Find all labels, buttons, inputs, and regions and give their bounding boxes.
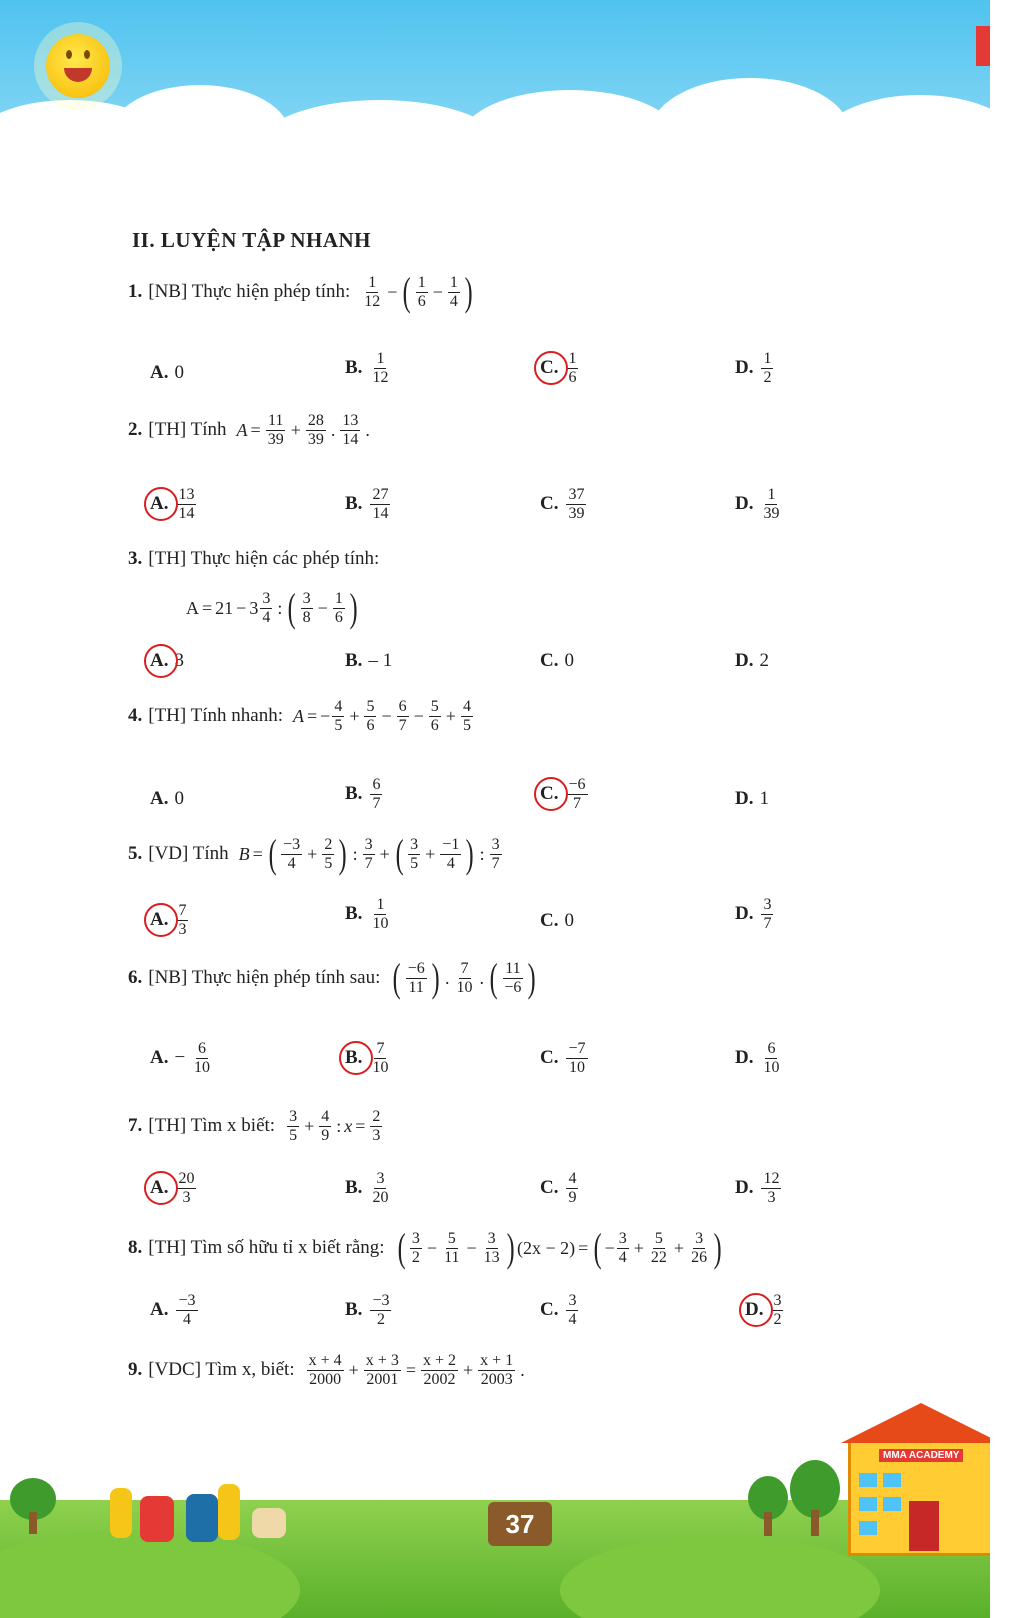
option-c[interactable]: C. $\frac{1}{6}$ [540, 350, 580, 386]
sharpener-character-icon [252, 1508, 286, 1538]
option-a[interactable]: A. 0 [150, 788, 184, 809]
option-c[interactable]: C. 0 [540, 910, 574, 931]
option-b[interactable]: B. $\frac{6}{7}$ [345, 776, 381, 812]
question-3: 3. [TH] Thực hiện các phép tính: [128, 548, 380, 569]
pencil-character-icon [110, 1488, 132, 1538]
question-9: 9. [VDC] Tìm x, biết: $\frac{x + 4}{2000}$ + $\frac{x + 3}{2001}$ = $\frac{x + 2}{2002}$ + $\frac{x + 1}{2003}$ . [128, 1352, 525, 1388]
option-a[interactable]: A. $\frac{20}{3}$ [150, 1170, 198, 1206]
question-7: 7. [TH] Tìm x biết: $\frac{3}{5}$ + $\frac{4}{9}$ : x = $\frac{2}{3}$ [128, 1108, 381, 1144]
option-a[interactable]: A. $\frac{13}{14}$ [150, 486, 198, 522]
question-6: 6. [NB] Thực hiện phép tính sau: ( $\frac{-6}{11}$ ) . $\frac{7}{10}$ . ( $\frac{11}{-6}$ ) [128, 955, 537, 1000]
option-b[interactable]: B. – 1 [345, 650, 393, 671]
option-c[interactable]: C. $\frac{37}{39}$ [540, 486, 585, 522]
expression: $\frac{1}{12}$ − ( $\frac{1}{6}$ − $\frac{1}{4}$ ) [364, 269, 473, 314]
option-c[interactable]: C. 0 [540, 650, 574, 671]
option-c[interactable]: C. $\frac{-6}{7}$ [540, 776, 590, 812]
page-number: 37 [488, 1502, 552, 1546]
question-1: 1. [NB] Thực hiện phép tính: $\frac{1}{12}$ − ( $\frac{1}{6}$ − $\frac{1}{4}$ ) [128, 272, 475, 312]
pencil-character-icon [218, 1484, 240, 1540]
school-sign: MMA ACADEMY [879, 1449, 963, 1462]
publisher-logo-icon [976, 26, 990, 66]
option-c[interactable]: C. $\frac{3}{4}$ [540, 1292, 577, 1328]
answer-circle [534, 351, 568, 385]
option-d[interactable]: D. $\frac{1}{2}$ [735, 350, 772, 386]
option-c[interactable]: C. $\frac{4}{9}$ [540, 1170, 577, 1206]
book-character-icon [186, 1494, 218, 1542]
option-b[interactable]: B. $\frac{27}{14}$ [345, 486, 389, 522]
eraser-character-icon [140, 1496, 174, 1542]
option-b[interactable]: B. $\frac{1}{12}$ [345, 350, 389, 386]
cloud [650, 78, 850, 188]
school-building-icon [848, 1440, 994, 1556]
smiling-sun-icon [46, 34, 110, 98]
option-d[interactable]: D. $\frac{3}{2}$ [745, 1292, 785, 1328]
option-b[interactable]: B. $\frac{1}{10}$ [345, 896, 389, 932]
option-d[interactable]: D. 2 [735, 650, 769, 671]
option-b[interactable]: B. $\frac{7}{10}$ [345, 1040, 392, 1076]
option-d[interactable]: D. $\frac{1}{39}$ [735, 486, 780, 522]
option-b[interactable]: B. $\frac{-3}{2}$ [345, 1292, 390, 1328]
option-a[interactable]: A. 3 [150, 650, 184, 672]
section-title: II. LUYỆN TẬP NHANH [132, 228, 371, 252]
option-d[interactable]: D. 1 [735, 788, 769, 809]
option-a[interactable]: A. − $\frac{6}{10}$ [150, 1040, 210, 1076]
option-a[interactable]: A. 0 [150, 362, 184, 383]
option-d[interactable]: D. $\frac{6}{10}$ [735, 1040, 780, 1076]
question-8: 8. [TH] Tìm số hữu tỉ x biết rằng: ( $\frac{3}{2}$ − $\frac{5}{11}$ − $\frac{3}{13}$ ) (2x − 2) = ( − $\frac{3}{4}$ + $\frac{5}{22}$ + $\frac{3}{26}$ ) [128, 1225, 722, 1270]
option-d[interactable]: D. $\frac{3}{7}$ [735, 896, 772, 932]
option-a[interactable]: A. $\frac{7}{3}$ [150, 902, 190, 938]
option-b[interactable]: B. $\frac{3}{20}$ [345, 1170, 389, 1206]
question-2: 2. [TH] Tính A = $\frac{11}{39}$ + $\frac{28}{39}$ . $\frac{13}{14}$ . [128, 412, 370, 448]
question-4: 4. [TH] Tính nhanh: A = − $\frac{4}{5}$ + $\frac{5}{6}$ − $\frac{6}{7}$ − $\frac{5}{6}$ + $\frac{4}{5}$ [128, 698, 471, 734]
option-a[interactable]: A. $\frac{-3}{4}$ [150, 1292, 196, 1328]
expression: A = 21 − 3 $\frac{3}{4}$ : ( $\frac{3}{8}$ − $\frac{1}{6}$ ) [186, 585, 358, 630]
option-c[interactable]: C. $\frac{-7}{10}$ [540, 1040, 586, 1076]
question-5: 5. [VD] Tính B = ( $\frac{-3}{4}$ + $\frac{2}{5}$ ) : $\frac{3}{7}$ + ( $\frac{3}{5}$ + $\frac{-1}{4}$ ) : $\frac{3}{7}$ [128, 831, 500, 876]
option-d[interactable]: D. $\frac{12}{3}$ [735, 1170, 780, 1206]
